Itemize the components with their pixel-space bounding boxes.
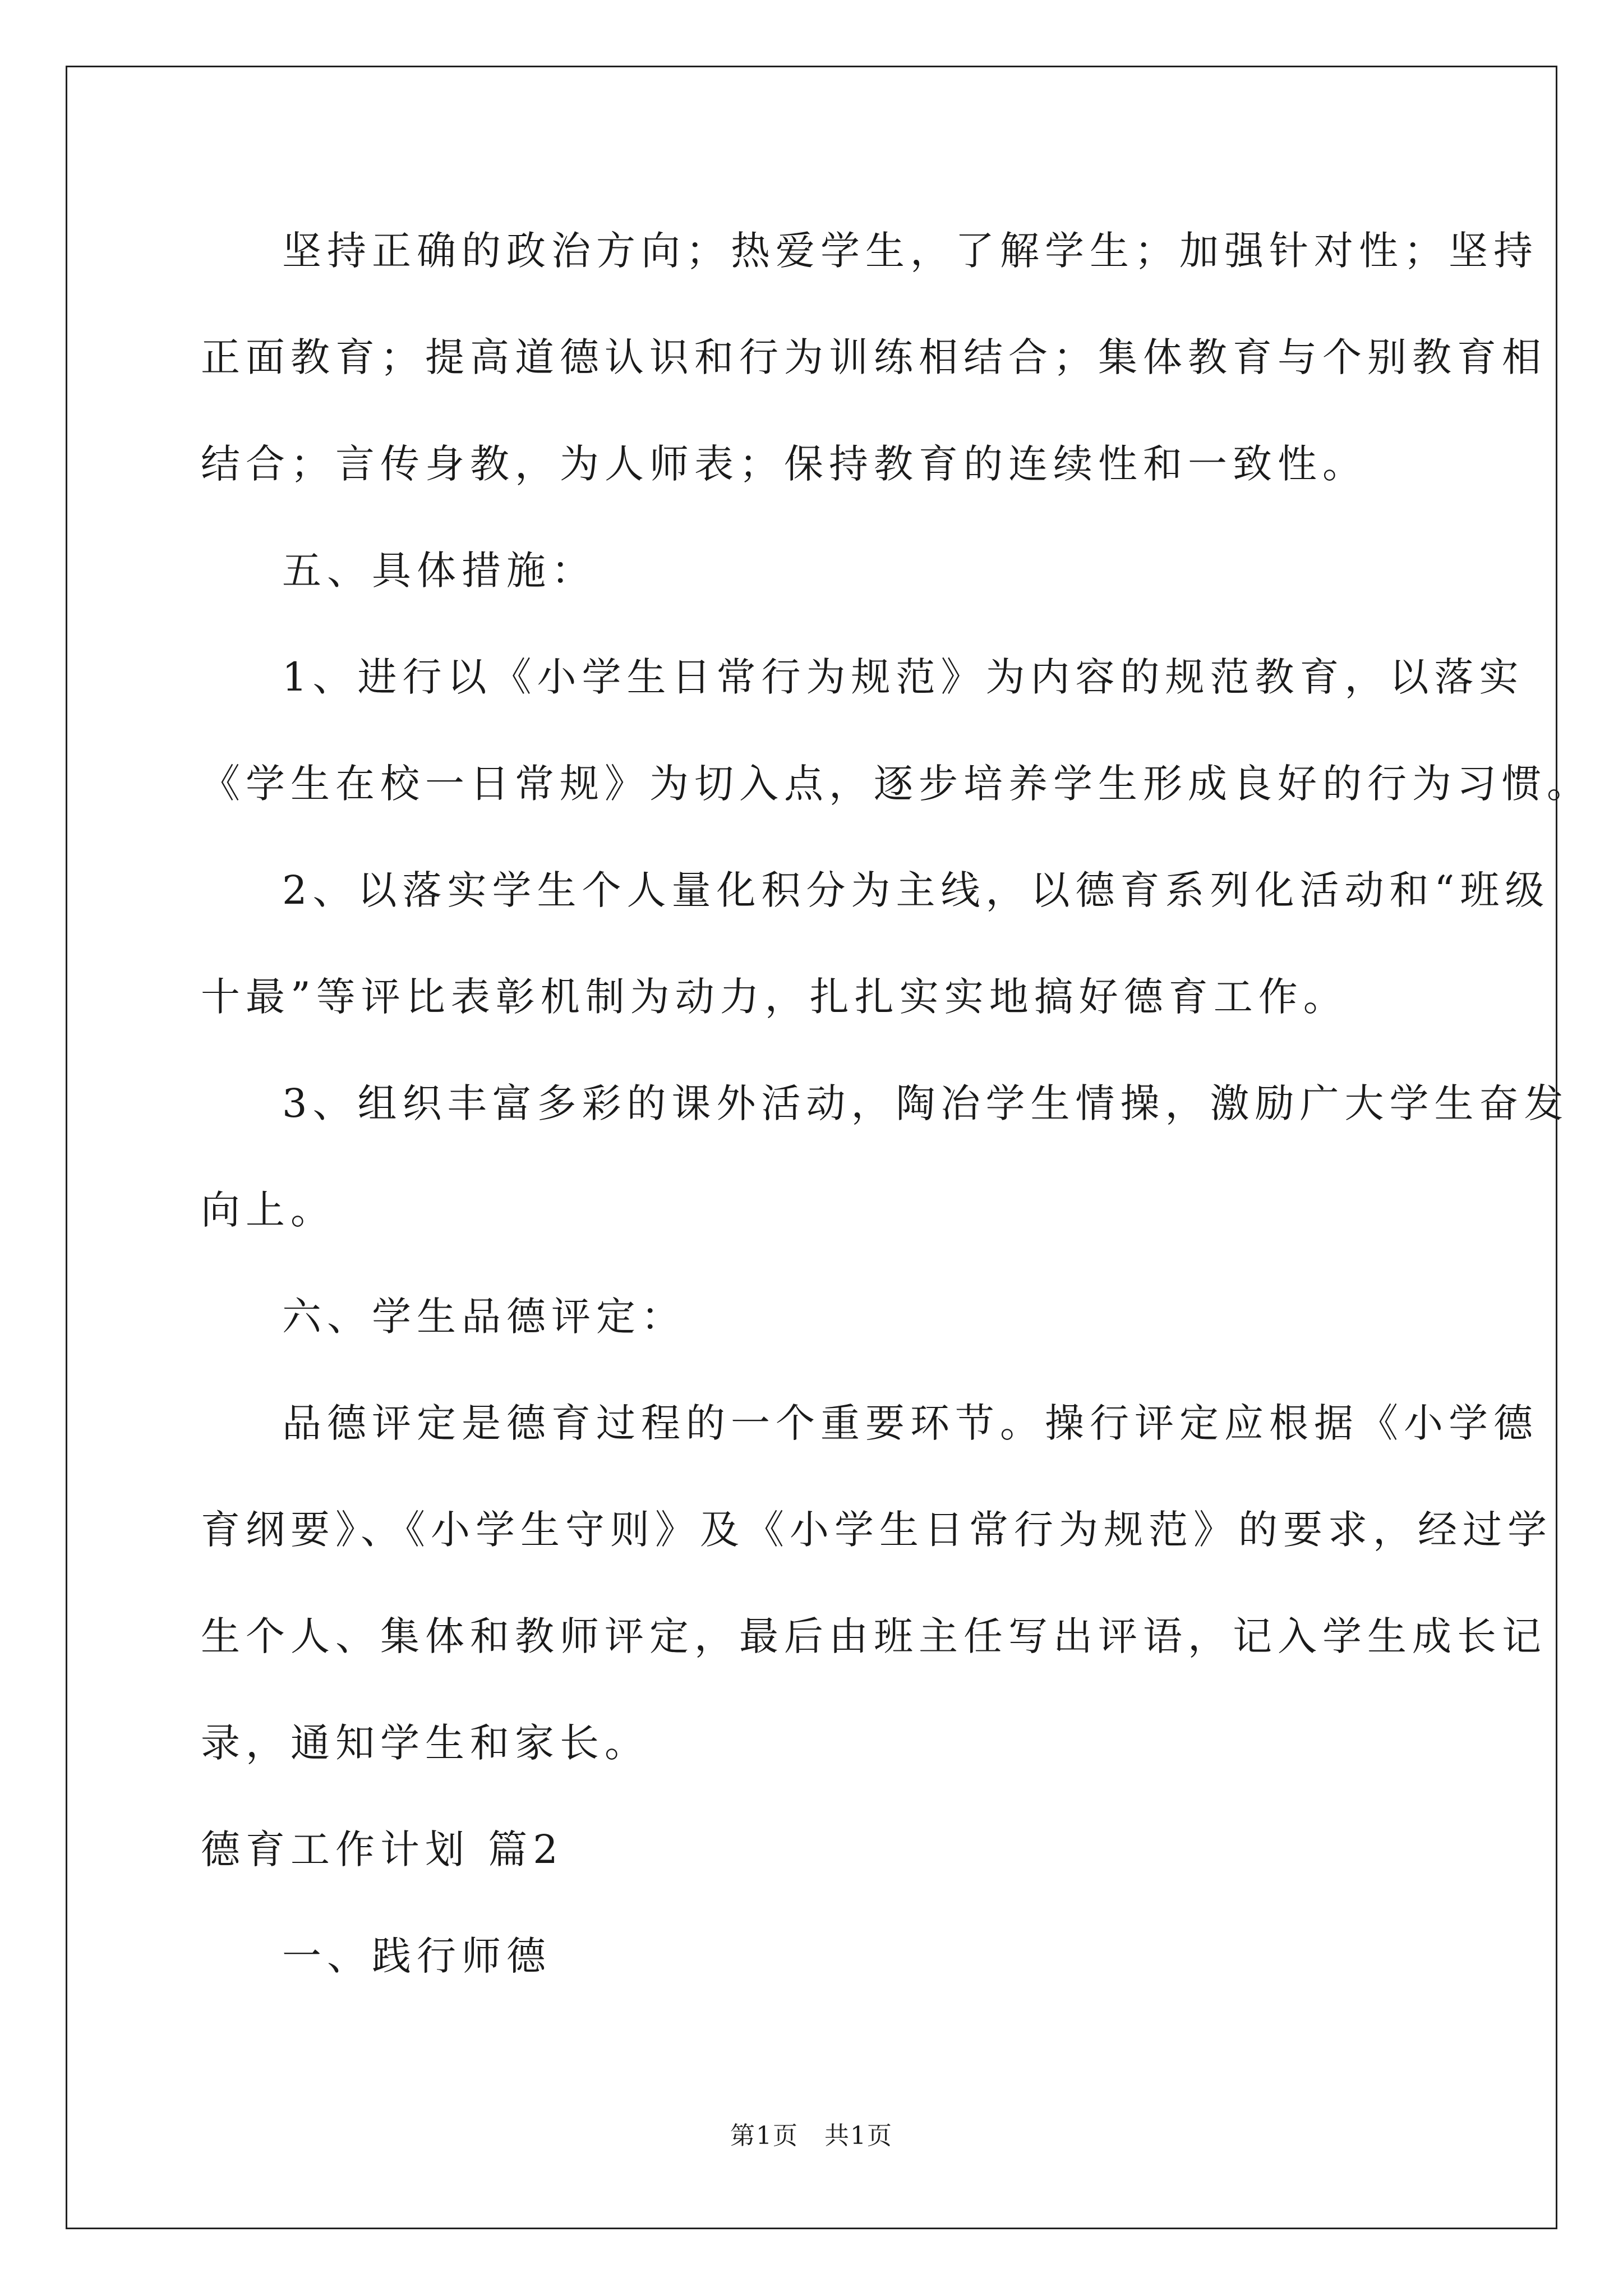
paragraph-line: 品德评定是德育过程的一个重要环节。操行评定应根据《小学德	[282, 1400, 1538, 1446]
paragraph-line: 录，通知学生和家长。	[201, 1720, 649, 1766]
paragraph-line: 3、组织丰富多彩的课外活动，陶冶学生情操，激励广大学生奋发	[282, 1080, 1569, 1126]
document-title: 德育工作计划 篇2	[201, 1826, 564, 1872]
paragraph-line: 坚持正确的政治方向；热爱学生，了解学生；加强针对性；坚持	[282, 228, 1538, 274]
paragraph-line: 结合；言传身教，为人师表；保持教育的连续性和一致性。	[201, 441, 1367, 487]
paragraph-line: 2、以落实学生个人量化积分为主线，以德育系列化活动和“班级	[282, 867, 1550, 913]
paragraph-line: 十最”等评比表彰机制为动力，扎扎实实地搞好德育工作。	[201, 974, 1348, 1020]
page-border	[66, 66, 1557, 2229]
section-heading: 五、具体措施：	[282, 547, 596, 593]
paragraph-line: 《学生在校一日常规》为切入点，逐步培养学生形成良好的行为习惯。	[201, 761, 1592, 807]
paragraph-line: 向上。	[201, 1187, 335, 1233]
section-heading: 六、学生品德评定：	[282, 1294, 686, 1340]
paragraph-line: 正面教育；提高道德认识和行为训练相结合；集体教育与个别教育相	[201, 334, 1547, 380]
paragraph-line: 生个人、集体和教师评定，最后由班主任写出评语，记入学生成长记	[201, 1613, 1547, 1659]
paragraph-line: 1、进行以《小学生日常行为规范》为内容的规范教育，以落实	[282, 654, 1524, 700]
page-number-footer: 第1页 共1页	[730, 2122, 893, 2150]
paragraph-line: 育纲要》、《小学生守则》及《小学生日常行为规范》的要求，经过学	[201, 1507, 1552, 1553]
section-heading: 一、践行师德	[282, 1933, 551, 1979]
